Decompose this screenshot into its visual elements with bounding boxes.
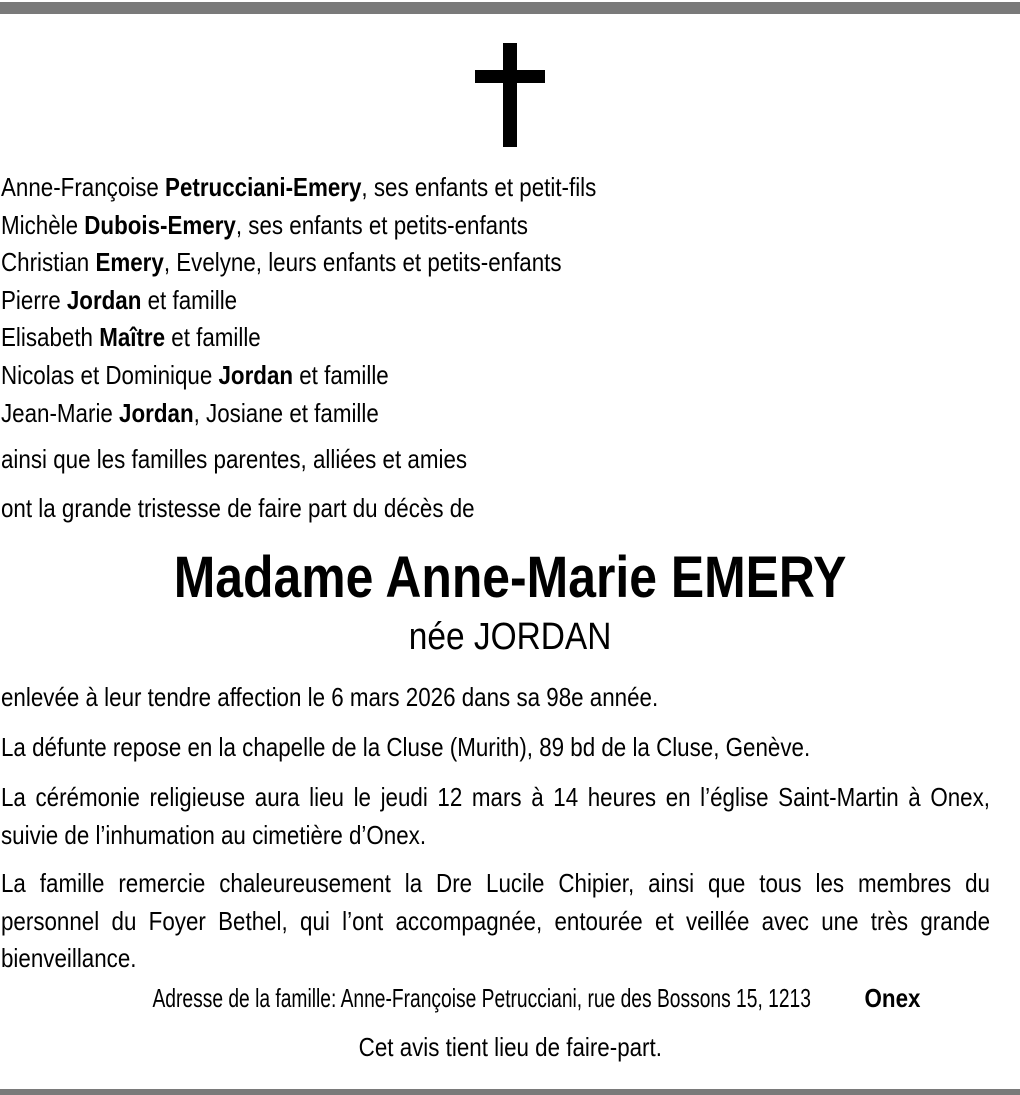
mourner-line: Anne-Françoise Petrucciani-Emery, ses enfants et petit-fils xyxy=(1,172,597,202)
thanks-paragraph: La famille remercie chaleureusement la Dre Lucile Chipier, ainsi que tous les membres du personnel du Foyer Bethel, qui l’ont accompagnée, entourée et veillée avec une très grande bienveillance. xyxy=(1,868,990,973)
top-border xyxy=(0,2,1020,14)
mourner-surname: Jordan xyxy=(218,359,294,390)
families-line: ainsi que les familles parentes, alliées et amies xyxy=(1,444,468,474)
mourner-surname: Emery xyxy=(95,247,164,278)
family-address: Adresse de la famille: Anne-Françoise Petrucciani, rue des Bossons 15, 1213Onex xyxy=(152,983,921,1013)
mourner-surname: Petrucciani-Emery xyxy=(165,172,362,202)
announcement-line: ont la grande tristesse de faire part du décès de xyxy=(1,493,475,523)
death-line: enlevée à leur tendre affection le 6 mars 2026 dans sa 98e année. xyxy=(1,682,659,712)
mourner-line: Nicolas et Dominique Jordan et famille xyxy=(1,359,389,390)
mourner-line: Pierre Jordan et famille xyxy=(1,284,238,315)
mourner-surname: Jordan xyxy=(119,397,194,428)
ceremony-paragraph: La cérémonie religieuse aura lieu le jeudi 12 mars à 14 heures en l’église Saint-Martin à Onex, suivie de l’inhumation au cimetière d’Onex. xyxy=(1,782,990,850)
address-city: Onex xyxy=(864,983,921,1013)
maiden-name: née JORDAN xyxy=(408,616,612,658)
bottom-border xyxy=(0,1089,1020,1095)
mourner-surname: Dubois-Emery xyxy=(84,209,236,240)
closing-note: Cet avis tient lieu de faire-part. xyxy=(358,1032,662,1062)
mourner-line: Jean-Marie Jordan, Josiane et famille xyxy=(1,397,379,428)
cross-icon xyxy=(475,43,545,147)
mourners-list xyxy=(1,169,693,432)
mourner-line: Elisabeth Maître et famille xyxy=(1,322,261,353)
mourner-line: Christian Emery, Evelyne, leurs enfants et petits-enfants xyxy=(1,247,562,278)
mourner-line: Michèle Dubois-Emery, ses enfants et petits-enfants xyxy=(1,209,528,240)
repose-line: La défunte repose en la chapelle de la Cluse (Murith), 89 bd de la Cluse, Genève. xyxy=(1,732,811,762)
mourner-surname: Jordan xyxy=(66,284,142,315)
deceased-name: Madame Anne-Marie EMERY xyxy=(173,545,847,610)
mourner-surname: Maître xyxy=(99,322,166,353)
